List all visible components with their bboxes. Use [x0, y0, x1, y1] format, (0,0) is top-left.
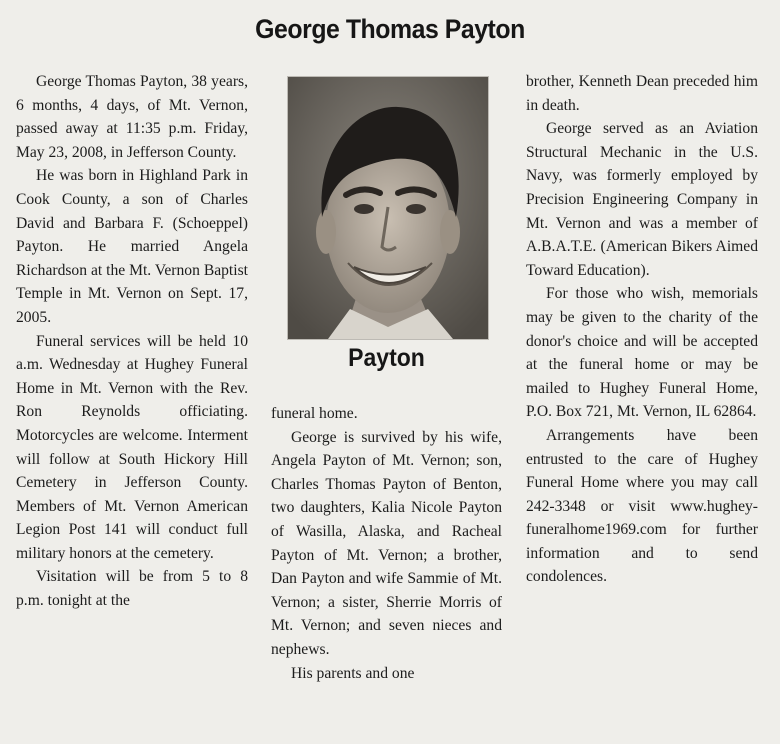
headline: George Thomas Payton	[255, 14, 525, 44]
column-2	[271, 402, 502, 685]
paragraph: Arrangements have been entrusted to the care of Hughey Funeral Home where you may call 242-3348 or visit www.hughey-funeralhome1969.com for further information and to send condolences.	[526, 426, 758, 586]
column-1	[16, 70, 248, 613]
paragraph: funeral home.	[271, 405, 358, 422]
paragraph: brother, Kenneth Dean preceded him in death.	[526, 73, 758, 114]
paragraph: For those who wish, memorials may be given to the charity of the donor's choice and will be accepted at the funeral home or may be mailed to Hughey Funeral Home, P.O. Box 721, Mt. Vernon, IL 62864.	[526, 285, 758, 421]
paragraph: Visitation will be from 5 to 8 p.m. tonight at the	[16, 568, 248, 610]
portrait-photo	[287, 76, 489, 340]
paragraph: His parents and one	[291, 664, 415, 682]
portrait-image	[288, 77, 488, 339]
paragraph: George Thomas Payton, 38 years, 6 months, 4 days, of Mt. Vernon, passed away at 11:35 p.m. Friday, May 23, 2008, in Jefferson County.	[16, 73, 248, 161]
paragraph: Funeral services will be held 10 a.m. Wednesday at Hughey Funeral Home in Mt. Vernon with the Rev. Ron Reynolds officiating. Motorcycles are welcome. Interment will follow at South Hickory Hill Cemetery in Jefferson County. Members of Mt. Vernon American Legion Post 141 will conduct full military honors at the cemetery.	[16, 332, 248, 562]
paragraph: George served as an Aviation Structural Mechanic in the U.S. Navy, was formerly employed by Precision Engineering Company in Mt. Vernon and was a member of A.B.A.T.E. (American Bikers Aimed Toward Education).	[526, 120, 758, 279]
paragraph: He was born in Highland Park in Cook County, a son of Charles David and Barbara F. (Schoeppel) Payton. He married Angela Richardson at the Mt. Vernon Baptist Temple in Mt. Vernon on Sept. 17, 2005.	[16, 167, 248, 326]
paragraph: George is survived by his wife, Angela Payton of Mt. Vernon; son, Charles Thomas Payton of Benton, two daughters, Kalia Nicole Payton of Wasilla, Alaska, and Racheal Payton of Mt. Vernon; a brother, Dan Payton and wife Sammie of Mt. Vernon; a sister, Sherrie Morris of Mt. Vernon; and seven nieces and nephews.	[271, 428, 502, 658]
column-3	[526, 70, 758, 589]
photo-caption: Payton	[348, 344, 425, 372]
